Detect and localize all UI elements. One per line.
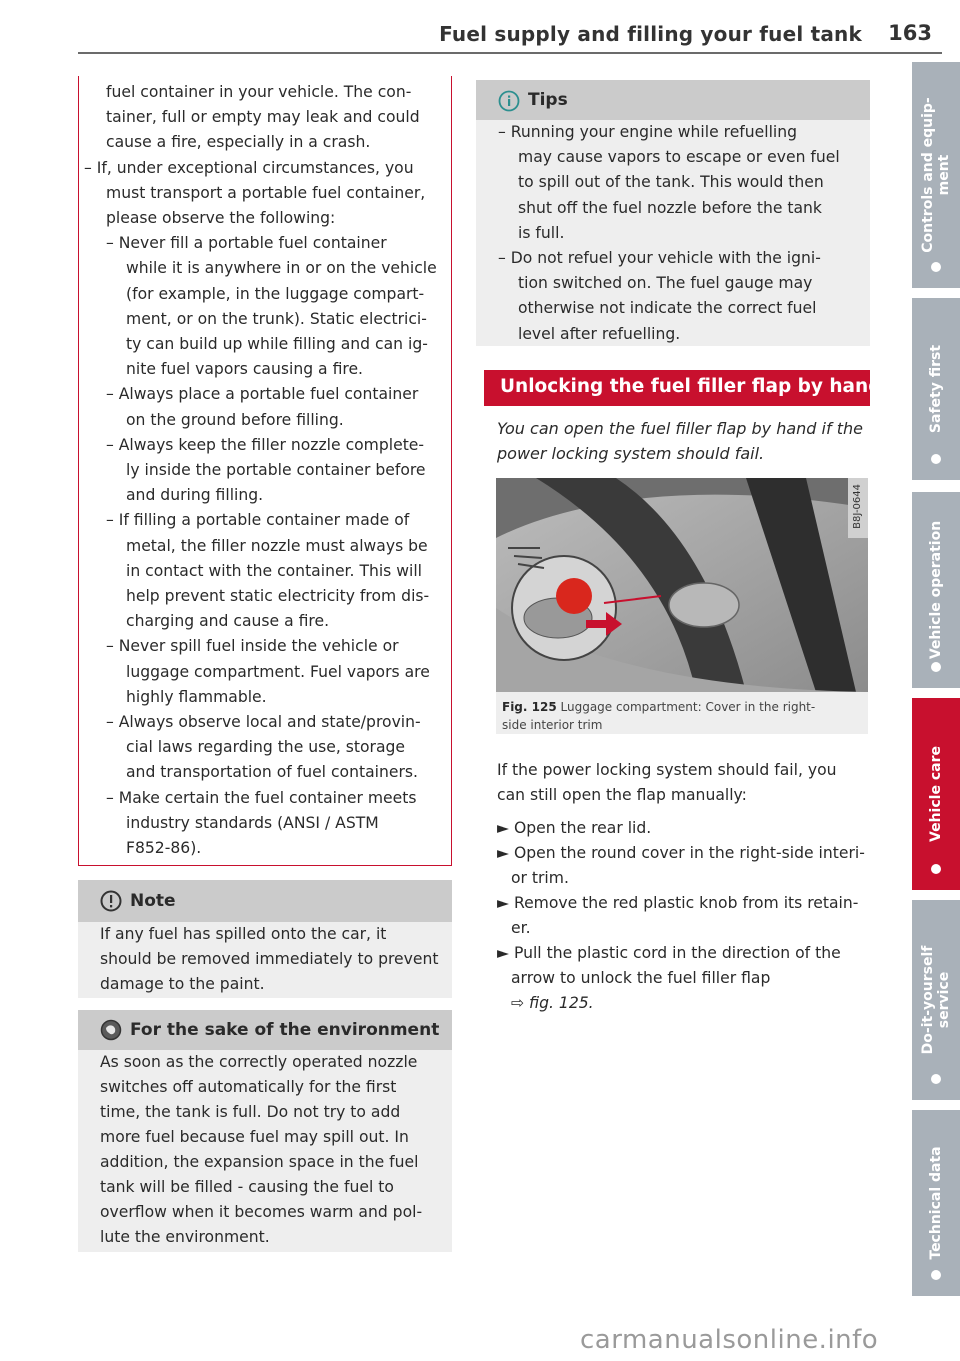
figure-caption (502, 698, 815, 734)
running-header-title: Fuel supply and filling your fuel tank (439, 22, 862, 46)
text-line: – Make certain the fuel container meets (106, 788, 417, 807)
text-line: side interior trim (502, 718, 603, 732)
page-number: 163 (888, 21, 932, 45)
text-line: – Always place a portable fuel container (106, 385, 419, 404)
side-tab-label: Vehicle care (928, 746, 944, 842)
text-line: If the power locking system should fail, you (497, 761, 837, 779)
side-tab-label: Technical data (928, 1146, 944, 1260)
text-line: – Running your engine while refuelling (498, 123, 798, 141)
caution-icon (100, 890, 122, 916)
info-icon (498, 90, 520, 116)
text-line: switches off automatically for the first (100, 1078, 397, 1096)
figure-code: B8J-0644 (852, 484, 863, 529)
tab-bullet-icon (931, 1074, 941, 1084)
environment-title: For the sake of the environment (130, 1020, 440, 1040)
text-line: – Never spill fuel inside the vehicle or (106, 637, 399, 656)
text-line: to spill out of the tank. This would then (518, 173, 824, 192)
tab-bullet-icon (931, 864, 941, 874)
text-line: (for example, in the luggage compart- (126, 284, 425, 303)
side-tab-label: Safety first (928, 344, 944, 434)
step-line: arrow to unlock the fuel filler flap (511, 969, 771, 987)
tab-bullet-icon (931, 454, 941, 464)
text-line: cause a fire, especially in a crash. (106, 133, 371, 152)
text-line: may cause vapors to escape or even fuel (518, 148, 840, 167)
step-line: ► Open the rear lid. (497, 819, 652, 837)
text-line: Luggage compartment: Cover in the right- (560, 700, 816, 714)
text-line: time, the tank is full. Do not try to add (100, 1103, 401, 1121)
side-tab-safety-first[interactable] (912, 298, 960, 480)
text-line: nite fuel vapors causing a fire. (126, 360, 364, 379)
text-line: damage to the paint. (100, 975, 265, 993)
text-line: and during filling. (126, 486, 264, 505)
tab-bullet-icon (931, 262, 941, 272)
tips-title: Tips (528, 90, 568, 110)
text-line: must transport a portable fuel container, (106, 183, 426, 202)
text-line: luggage compartment. Fuel vapors are (126, 662, 430, 681)
step-line: ► Remove the red plastic knob from its retain- (497, 894, 859, 912)
text-line: tank will be filled - causing the fuel to (100, 1178, 394, 1196)
text-line: ly inside the portable container before (126, 461, 426, 480)
step-line: ⇨ fig. 125. (511, 994, 594, 1012)
step-line: ► Pull the plastic cord in the direction of the (497, 944, 841, 962)
text-line: level after refuelling. (518, 324, 681, 343)
section-title: Unlocking the fuel filler flap by hand (500, 376, 882, 397)
side-tab-vehicle-care[interactable] (912, 698, 960, 890)
header-rule (78, 52, 942, 54)
side-tab-label: Controls and equip- ment (920, 97, 952, 253)
step-line: or trim. (511, 869, 569, 887)
caption-label: Fig. 125 (502, 700, 557, 714)
text-line: please observe the following: (106, 209, 336, 228)
text-line: overflow when it becomes warm and pol- (100, 1203, 423, 1221)
side-tab-label: Vehicle operation (928, 520, 944, 660)
tips-header (476, 80, 870, 120)
text-line: – If, under exceptional circumstances, you (84, 158, 414, 177)
text-line: can still open the flap manually: (497, 786, 747, 804)
text-line: help prevent static electricity from dis- (126, 587, 430, 606)
text-line: fuel container in your vehicle. The con- (106, 83, 412, 101)
side-tab-label: Do-it-yourself service (920, 945, 952, 1055)
note-body (78, 922, 452, 998)
side-tab-technical-data[interactable] (912, 1110, 960, 1296)
environment-text (100, 1050, 422, 1250)
figure-125-image (496, 478, 868, 692)
note-text (100, 922, 438, 997)
text-line: charging and cause a fire. (126, 612, 330, 631)
text-line: highly flammable. (126, 687, 267, 706)
side-tab-vehicle-operation[interactable] (912, 492, 960, 688)
text-line: tion switched on. The fuel gauge may (518, 274, 813, 293)
tab-bullet-icon (931, 1270, 941, 1280)
side-tab-controls-and-equip[interactable] (912, 62, 960, 288)
text-line: shut off the fuel nozzle before the tank (518, 198, 822, 217)
text-line: more fuel because fuel may spill out. In (100, 1128, 409, 1146)
text-line: cial laws regarding the use, storage (126, 738, 405, 757)
tips-body (476, 120, 870, 346)
text-line: on the ground before filling. (126, 410, 344, 429)
text-line: should be removed immediately to prevent (100, 950, 439, 968)
text-line: F852-86). (126, 839, 202, 858)
watermark: carmanualsonline.info (580, 1325, 879, 1355)
side-tab-do-it-yourself[interactable] (912, 900, 960, 1100)
note-header (78, 880, 452, 922)
text-line: tainer, full or empty may leak and could (106, 108, 420, 127)
text-line: You can open the fuel filler flap by hand if the (497, 419, 863, 438)
text-line: – Always observe local and state/provin- (106, 713, 421, 732)
text-line: – Do not refuel your vehicle with the igni- (498, 249, 821, 268)
environment-header (78, 1010, 452, 1050)
step-line: er. (511, 919, 531, 937)
text-line: and transportation of fuel containers. (126, 763, 418, 782)
text-line: otherwise not indicate the correct fuel (518, 299, 817, 318)
text-line: power locking system should fail. (497, 444, 765, 463)
text-line: metal, the filler nozzle must always be (126, 536, 428, 555)
spacer (497, 808, 865, 816)
text-line: addition, the expansion space in the fuel (100, 1153, 419, 1171)
text-line: ment, or on the trunk). Static electrici- (126, 309, 427, 328)
text-line: while it is anywhere in or on the vehicle (126, 259, 437, 278)
body-text (497, 758, 865, 1016)
environment-body (78, 1050, 452, 1252)
text-line: ty can build up while filling and can ig- (126, 335, 428, 354)
environment-icon (100, 1019, 122, 1045)
text-line: industry standards (ANSI / ASTM (126, 813, 379, 832)
warning-text (84, 80, 450, 861)
text-line: is full. (518, 223, 565, 242)
tips-text (498, 120, 840, 347)
text-line: in contact with the container. This will (126, 561, 423, 580)
text-line: – Always keep the filler nozzle complete- (106, 435, 425, 454)
text-line: lute the environment. (100, 1228, 270, 1246)
text-line: – If filling a portable container made of (106, 511, 410, 530)
text-line: If any fuel has spilled onto the car, it (100, 925, 387, 943)
text-line: – Never fill a portable fuel container (106, 234, 387, 253)
text-line: As soon as the correctly operated nozzle (100, 1053, 418, 1071)
section-intro (497, 416, 863, 466)
step-line: ► Open the round cover in the right-side interi- (497, 844, 865, 862)
note-title: Note (130, 891, 176, 911)
tab-bullet-icon (931, 662, 941, 672)
